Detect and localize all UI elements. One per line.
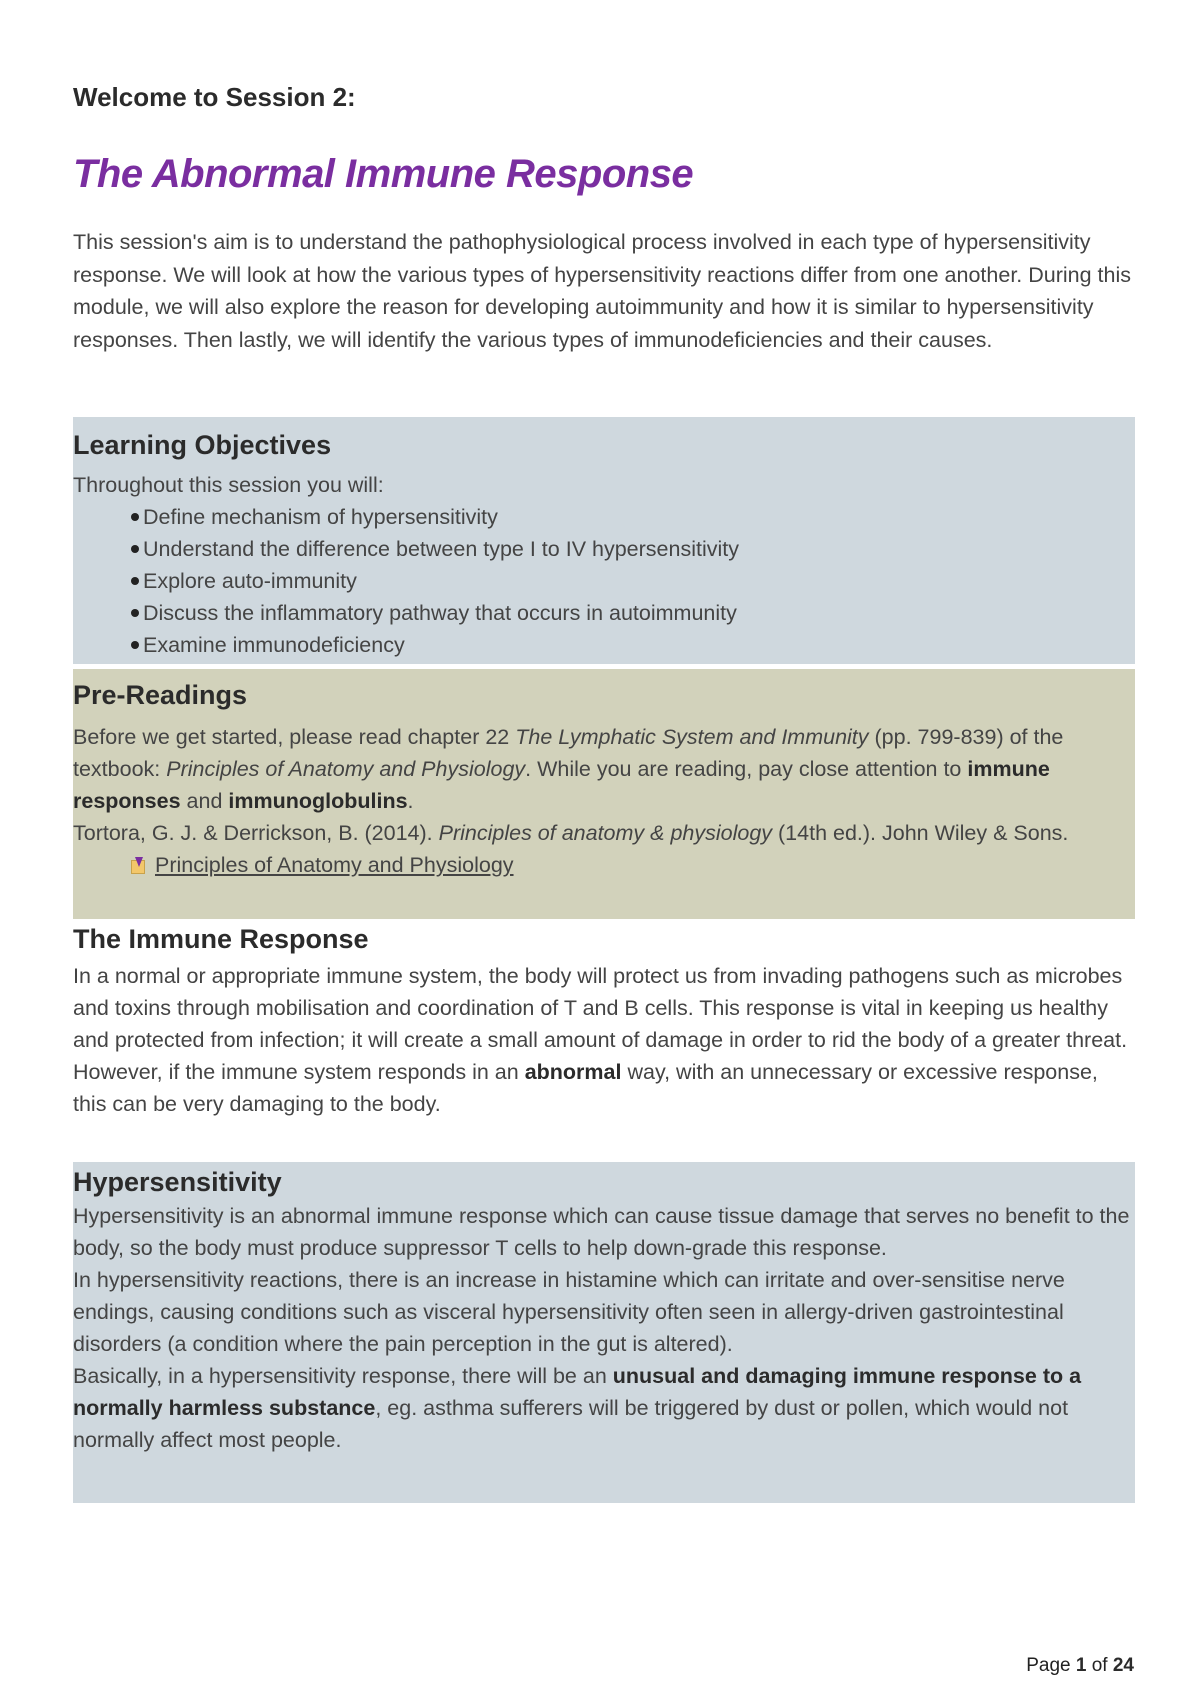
learning-objectives-lead: Throughout this session you will: <box>73 473 384 497</box>
reference-citation: Tortora, G. J. & Derrickson, B. (2014). Principles of anatomy & physiology (14th ed.). John Wiley & Sons. <box>73 821 1069 845</box>
immune-response-section <box>73 922 1135 1120</box>
hypersensitivity-paragraph-3: Basically, in a hypersensitivity response, there will be an unusual and damaging immune response to a normally harmless substance, eg. asthma sufferers will be triggered by dust or pollen, which would not normally affect most people. <box>73 1364 1082 1452</box>
textbook-link-row <box>73 849 1135 881</box>
pre-readings-heading: Pre-Readings <box>73 680 248 710</box>
bullet-icon <box>131 577 139 585</box>
immune-response-paragraph-2: However, if the immune system responds in an abnormal way, with an unnecessary or excessive response, this can be very damaging to the body. <box>73 1060 1098 1116</box>
objectives-list <box>73 501 1135 661</box>
list-item: Define mechanism of hypersensitivity <box>131 501 1135 533</box>
list-item: Understand the difference between type I to IV hypersensitivity <box>131 533 1135 565</box>
list-item: Discuss the inflammatory pathway that occurs in autoimmunity <box>131 597 1135 629</box>
immune-response-heading: The Immune Response <box>73 924 369 954</box>
learning-objectives-heading: Learning Objectives <box>73 430 332 460</box>
hypersensitivity-paragraph-2: In hypersensitivity reactions, there is an increase in histamine which can irritate and over-sensitise nerve endings, causing conditions such as visceral hypersensitivity often seen in allergy-driven gastrointestinal disorders (a condition where the pain perception in the gut is altered). <box>73 1268 1065 1356</box>
page-title: The Abnormal Immune Response <box>73 152 694 196</box>
immune-response-paragraph-1: In a normal or appropriate immune system, the body will protect us from invading pathogens such as microbes and toxins through mobilisation and coordination of T and B cells. This response is vital in keeping us healthy and protected from infection; it will create a small amount of damage in order to rid the body of a greater threat. <box>73 964 1128 1052</box>
pre-readings-paragraph: Before we get started, please read chapter 22 The Lymphatic System and Immunity (pp. 799-839) of the textbook: Principles of Anatomy and Physiology. While you are reading, pay close attention to immune responses and immunoglobulins. <box>73 725 1064 813</box>
intro-paragraph: This session's aim is to understand the pathophysiological process involved in each type of hypersensitivity response. We will look at how the various types of hypersensitivity reactions differ from one another. During this module, we will also explore the reason for developing autoimmunity and how it is similar to hypersensitivity responses. Then lastly, we will identify the various types of immunodeficiencies and their causes. <box>73 230 1132 352</box>
bullet-icon <box>131 545 139 553</box>
textbook-link[interactable]: Principles of Anatomy and Physiology <box>155 853 514 877</box>
hypersensitivity-paragraph-1: Hypersensitivity is an abnormal immune response which can cause tissue damage that serves no benefit to the body, so the body must produce suppressor T cells to help down-grade this response. <box>73 1204 1130 1260</box>
list-item: Examine immunodeficiency <box>131 629 1135 661</box>
bullet-icon <box>131 513 139 521</box>
bullet-icon <box>131 641 139 649</box>
pre-readings-section <box>73 669 1135 919</box>
list-item: Explore auto-immunity <box>131 565 1135 597</box>
bullet-icon <box>131 609 139 617</box>
hypersensitivity-section <box>73 1162 1135 1503</box>
session-kicker: Welcome to Session 2: <box>73 82 356 112</box>
hypersensitivity-heading: Hypersensitivity <box>73 1167 282 1197</box>
page-number: Page 1 of 24 <box>1026 1655 1134 1676</box>
download-icon[interactable] <box>131 857 145 873</box>
learning-objectives-section <box>73 417 1135 664</box>
